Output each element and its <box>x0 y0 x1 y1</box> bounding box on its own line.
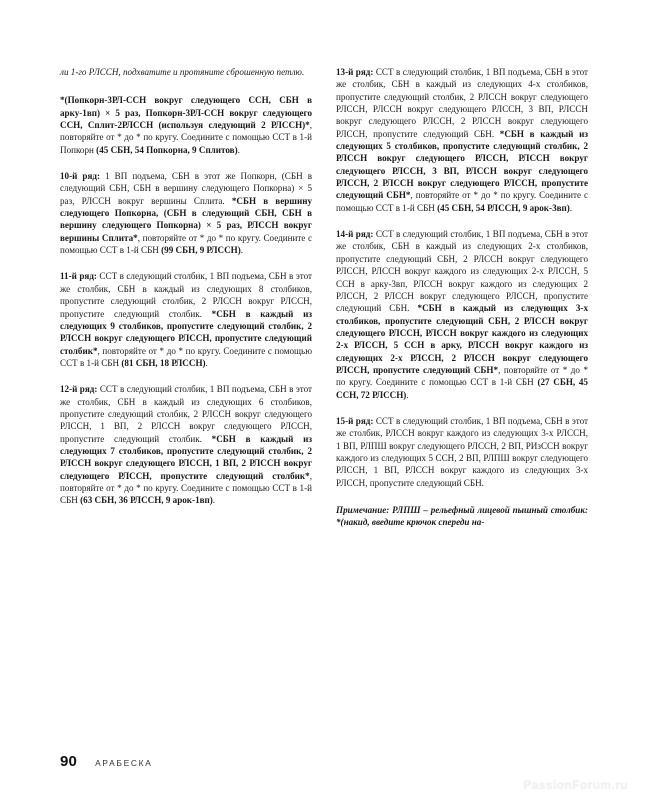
two-column-body <box>60 66 588 540</box>
row-10-heading: 10-й ряд: <box>60 171 101 182</box>
row-11-heading: 11-й ряд: <box>60 271 97 282</box>
row-13-bold-repeat: *СБН в каждый из следующих 5 столбиков, пропустите следующий столбик, 2 РЛССН вокруг следующего РЛССН, РЛССН вокруг следующего РЛССН, 3 ВП, РЛССН вокруг следующего РЛССН, 2 РЛССН вокруг следующего РЛССН, пропустите следующий СБН* <box>336 128 588 201</box>
row-13-paragraph <box>336 66 588 214</box>
right-column <box>336 66 588 540</box>
popcorn-bold-tail: (45 СБН, 54 Попкорна, 9 Сплитов) <box>96 144 238 155</box>
site-watermark: PassionForum.ru <box>523 778 628 792</box>
row-14-heading: 14-й ряд: <box>336 229 374 240</box>
row-15-plain-lead: ССТ в следующий столбик, 1 ВП подъема, СБН в этот же столбик, РЛССН вокруг каждого из следующих 3-х РЛССН, 1 ВП, РЛПШ вокруг следующего РЛССН, 2 ВП, РИзССН вокруг каждого из следующих 5 ССН, 2 ВП, РЛПШ вокруг следующего РЛССН, 1 ВП, РЛССН вокруг каждого из следующих 3-х РЛССН, пропустите следующий СБН. <box>336 415 588 488</box>
popcorn-plain-mid: , повторяйте от * до * по кругу. Соедините с помощью ССТ в 1-й Попкорн <box>60 120 312 155</box>
row-14-plain-lead: ССТ в следующий столбик, 1 ВП подъема, СБН в этот же столбик, СБН в каждый из следующих 2-х столбиков, пропустите следующий СБН, 2 РЛССН вокруг следующего РЛССН, РЛССН вокруг каждого из следующих 2-х РЛССН, 5 ССН в арку-3вп, РЛССН вокруг каждого из следующих 2 РЛССН, 2 РЛССН вокруг следующего РЛССН, пропустите следующий СБН. <box>336 229 588 314</box>
row-12-bold-repeat: *СБН в каждый из следующих 7 столбиков, пропустите следующий столбик, 2 РЛССН вокруг следующего РЛССН, 1 ВП, 2 РЛССН вокруг следующего РЛССН, пропустите следующий столбик* <box>60 433 312 481</box>
row-13-bold-count: (45 СБН, 54 РЛССН, 9 арок-3вп) <box>437 202 570 213</box>
left-column <box>60 66 312 540</box>
page-footer <box>60 753 153 770</box>
row-11-bold-count: (81 СБН, 18 РЛССН) <box>121 357 206 368</box>
row-15-heading: 15-й ряд: <box>336 415 374 426</box>
row-12-plain-lead: ССТ в следующий столбик, 1 ВП подъема, СБН в этот же столбик, СБН в каждый из следующих 6 столбиков, пропустите следующий столбик, 2 РЛССН вокруг следующего РЛССН, 1 ВП, 2 РЛССН вокруг следующего РЛССН, пропустите следующий столбик. <box>60 384 312 444</box>
row-13-tail-end: . <box>569 202 573 213</box>
row-15-paragraph <box>336 415 588 489</box>
row-13-heading: 13-й ряд: <box>336 67 374 77</box>
note-paragraph <box>336 504 588 529</box>
row-13-plain-lead: ССТ в следующий столбик, 1 ВП подъема, СБН в этот же столбик, СБН в каждый из следующих 4-х столбиков, пропустите следующий столбик, 2 РЛССН вокруг следующего РЛССН, РЛССН вокруг следующего РЛССН, 3 ВП, РЛССН вокруг следующего РЛССН, 2 РЛССН вокруг следующего РЛССН, пропустите следующий СБН. <box>336 67 588 139</box>
page-number: 90 <box>60 753 78 770</box>
row-10-tail-end: . <box>240 245 244 256</box>
row-11-plain-lead: ССТ в следующий столбик, 1 ВП подъема, СБН в этот же столбик, СБН в каждый из следующих 8 столбиков, пропустите следующий столбик, 2 РЛССН вокруг РЛССН, пропустите следующий столбик. <box>60 271 312 319</box>
row-14-bold-count: (27 СБН, 45 ССН, 72 РЛССН) <box>336 377 588 400</box>
row-12-tail-end: . <box>212 495 216 506</box>
row-11-tail-end: . <box>205 357 208 368</box>
row-14-plain-mid: , повторяйте от * до * по кругу. Соедините с помощью ССТ в 1-й СБН <box>336 364 588 388</box>
popcorn-bold-lead: *(Попкорн-3РЛ-ССН вокруг следующего ССН, СБН в арку-1вп) × 5 раз, Попкорн-3РЛ-ССН вокруг следующего ССН, Сплит-2РЛССН (используя следующий 2 РЛССН)* <box>60 95 312 131</box>
note-label: Примечание: <box>336 505 390 515</box>
row-10-plain-lead: 1 ВП подъема, СБН в этот же Попкорн, (СБН в следующий СБН, СБН в вершину следующего Попкорна) × 5 раз, РЛССН вокруг вершины Сплита. <box>60 171 312 206</box>
row-12-plain-mid: , повторяйте от * до * по кругу. Соедините с помощью ССТ в 1-й СБН <box>60 470 312 506</box>
note-text: РЛПШ – рельефный лицевой пышный столбик: *(накид, введите крючок спереди на- <box>336 505 588 528</box>
row-14-paragraph <box>336 228 588 401</box>
row-10-bold-count: (99 СБН, 9 РЛССН) <box>161 245 241 256</box>
intro-paragraph: ли 1-го РЛССН, подхватите и протяните сброшенную петлю. <box>60 67 305 77</box>
row-10-bold-repeat: *СБН в вершину следующего Попкорна, (СБН в следующий СБН, СБН в вершину следующего Попкорна) × 5 раз, РЛССН вокруг вершины Сплита* <box>60 195 312 243</box>
row-10-plain-mid: , повторяйте от * до * по кругу. Соедините с помощью ССТ в 1-й СБН <box>60 232 313 256</box>
popcorn-instruction-block <box>60 94 312 156</box>
row-14-tail-end: . <box>406 389 409 400</box>
book-title: АРАБЕСКА <box>95 758 153 768</box>
row-12-heading: 12-й ряд: <box>60 384 98 395</box>
row-11-plain-mid: , повторяйте от * до * по кругу. Соедините с помощью ССТ в 1-й СБН <box>60 345 312 368</box>
row-13-plain-mid: , повторяйте от * до * по кругу. Соедините с помощью ССТ в 1-й СБН <box>336 190 589 213</box>
row-14-bold-repeat: *СБН в каждый из следующих 3-х столбиков, пропустите следующий СБН, 2 РЛССН вокруг следующего РЛССН, РЛССН вокруг каждого из следующих 2-х РЛССН, 5 ССН в арку, РЛССН вокруг каждого из следующих 2-х РЛССН, 2 РЛССН вокруг следующего РЛССН, пропустите следующий СБН* <box>336 303 589 375</box>
row-12-paragraph <box>60 383 312 506</box>
row-12-bold-count: (63 СБН, 36 РЛССН, 9 арок-1вп) <box>80 495 213 506</box>
row-11-bold-repeat: *СБН в каждый из следующих 9 столбиков, пропустите следующий столбик, 2 РЛССН вокруг следующего РЛССН, пропустите следующий столбик* <box>60 308 312 356</box>
popcorn-tail-end: . <box>237 144 240 155</box>
row-11-paragraph <box>60 270 312 369</box>
row-10-paragraph <box>60 170 312 256</box>
